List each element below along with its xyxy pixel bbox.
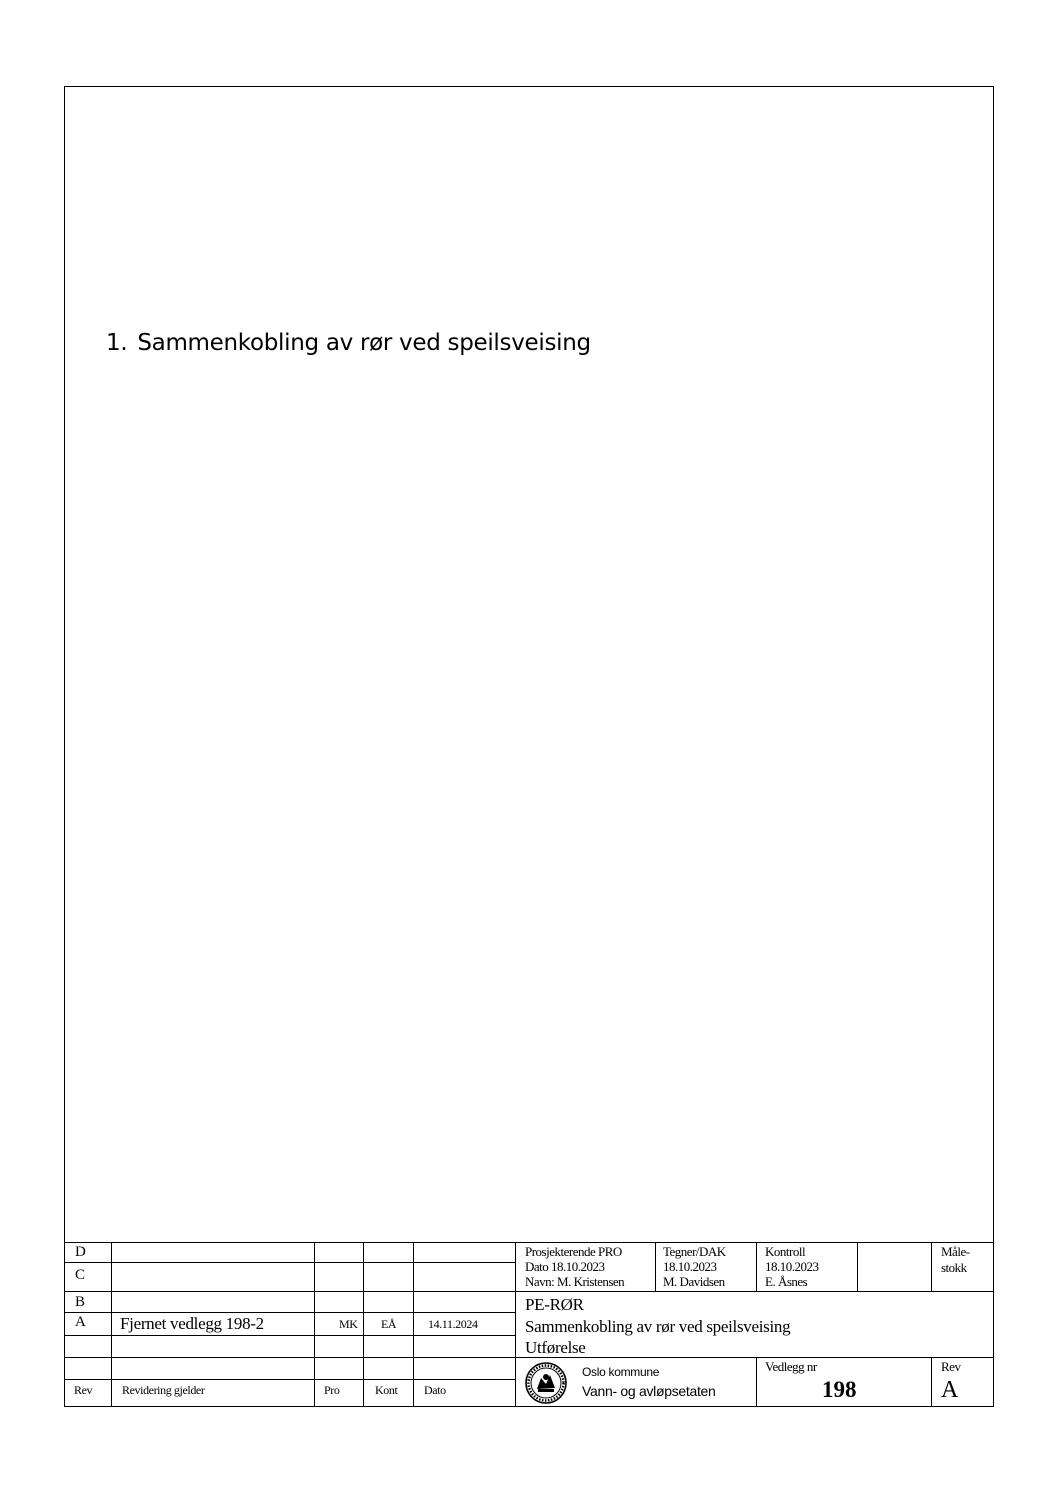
rev-kont-header: Kont <box>375 1383 398 1397</box>
rev-col-line <box>363 1242 364 1407</box>
tegner-name: M. Davidsen <box>663 1274 725 1289</box>
drawing-title-1: PE-RØR <box>525 1295 584 1314</box>
info-col-line <box>756 1242 757 1291</box>
rev-col-line <box>413 1242 414 1407</box>
rev-letter: C <box>75 1267 86 1283</box>
org-name: Oslo kommune <box>582 1365 660 1379</box>
tegner-date: 18.10.2023 <box>663 1259 717 1274</box>
rev-col-line <box>111 1242 112 1407</box>
vedlegg-number: 198 <box>822 1377 857 1402</box>
prosjekterende-label: Prosjekterende PRO <box>525 1244 622 1259</box>
footer-col-line <box>931 1357 932 1407</box>
rev-letter: D <box>75 1244 86 1260</box>
rev-col-line <box>515 1242 516 1407</box>
rev-letter: B <box>75 1294 86 1310</box>
malestokk-label: Måle- <box>941 1244 970 1259</box>
rev-pro: MK <box>339 1317 358 1331</box>
section-number: 1. <box>106 330 128 356</box>
kontroll-date: 18.10.2023 <box>765 1259 819 1274</box>
rev-label: Rev <box>941 1359 961 1374</box>
section-title: Sammenkobling av rør ved speilsveising <box>137 330 591 356</box>
rev-row-line <box>64 1379 515 1380</box>
vedlegg-label: Vedlegg nr <box>765 1359 817 1374</box>
rev-kont: EÅ <box>381 1317 397 1331</box>
rev-value: A <box>941 1377 959 1403</box>
rev-row-line <box>64 1262 515 1263</box>
rev-col-line <box>314 1242 315 1407</box>
kontroll-label: Kontroll <box>765 1244 806 1259</box>
rev-row-line <box>64 1312 515 1313</box>
section-heading <box>106 330 591 356</box>
drawing-frame <box>64 86 994 1407</box>
info-col-line <box>655 1242 656 1291</box>
rev-header: Rev <box>74 1383 93 1397</box>
org-department: Vann- og avløpsetaten <box>582 1383 716 1399</box>
block-top-line <box>64 1242 994 1243</box>
kontroll-name: E. Åsnes <box>765 1274 808 1289</box>
rev-desc-header: Revidering gjelder <box>122 1383 205 1397</box>
prosjekterende-name: Navn: M. Kristensen <box>525 1274 625 1289</box>
footer-col-line <box>756 1357 757 1407</box>
rev-pro-header: Pro <box>324 1383 340 1397</box>
info-col-line <box>931 1242 932 1291</box>
rev-date: 14.11.2024 <box>428 1317 478 1331</box>
rev-description: Fjernet vedlegg 198-2 <box>120 1314 264 1333</box>
rev-row-line <box>64 1357 994 1358</box>
rev-row-line <box>64 1335 515 1336</box>
oslo-kommune-seal-icon <box>524 1361 568 1405</box>
tegner-label: Tegner/DAK <box>663 1244 726 1259</box>
rev-row-line <box>64 1291 994 1292</box>
rev-letter: A <box>75 1314 86 1330</box>
drawing-title-3: Utførelse <box>525 1338 586 1357</box>
rev-dato-header: Dato <box>424 1383 446 1397</box>
drawing-title-2: Sammenkobling av rør ved speilsveising <box>525 1317 791 1336</box>
malestokk-label: stokk <box>941 1260 967 1275</box>
prosjekterende-date: Dato 18.10.2023 <box>525 1259 605 1274</box>
info-col-line <box>857 1242 858 1291</box>
